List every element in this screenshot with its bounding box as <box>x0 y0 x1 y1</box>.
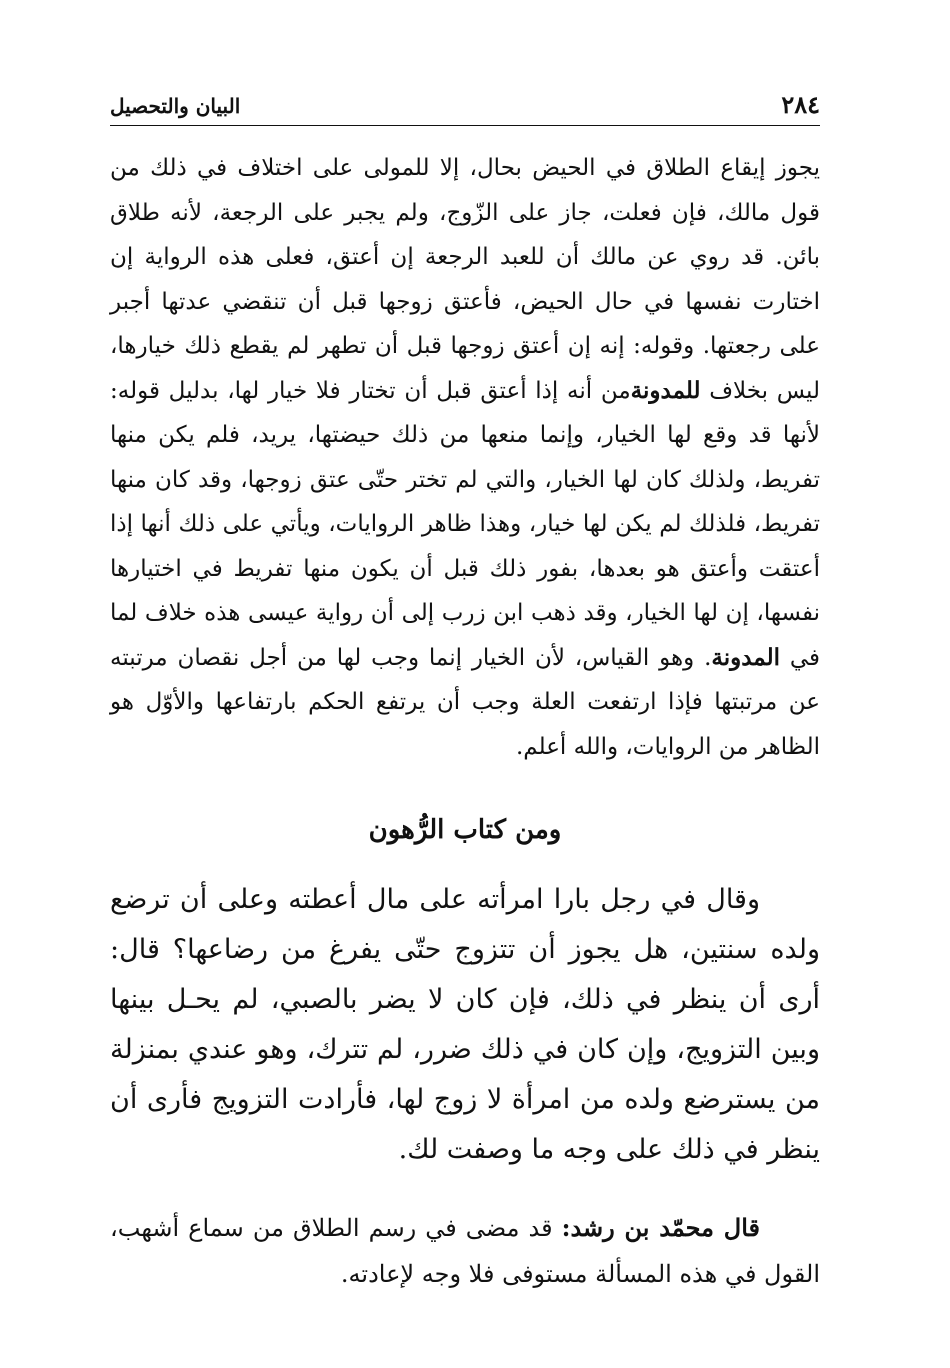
section-heading: ومن كتاب الرُّهون <box>368 815 562 845</box>
book-title: البيان والتحصيل <box>110 94 241 118</box>
paragraph-1-text-a: يجوز إيقاع الطلاق في الحيض بحال، إلا للمولى على اختلاف في ذلك من قول مالك، فإن فعلت، جاز على الزّوج، ولم يجبر على الرجعة، لأنه طلاق بائن. قد روي عن مالك أن للعبد الرجعة إن أعتق، فعلى هذه الرواية إن اختارت نفسها في حال الحيض، فأعتق زوجها قبل أن تنقضي عدتها أجبر على رجعتها. وقوله: إنه إن أعتق زوجها قبل أن تطهر لم يقطع ذلك خيارها، ليس بخلاف <box>110 155 820 404</box>
paragraph-1-text-c: . وهو القياس، لأن الخيار إنما وجب لها من أجل نقصان مرتبته عن مرتبتها فإذا ارتفعت العلة وجب أن يرتفع الحكم بارتفاعها والأوّل هو الظاهر من الروايات، والله أعلم. <box>110 644 820 760</box>
commentator-label: قال محمّد بن رشد: <box>561 1213 760 1242</box>
page-number: ٢٨٤ <box>781 90 820 119</box>
bold-term-mudawwana-1: للمدونة <box>630 376 701 404</box>
paragraph-1-text-b: من أنه إذا أعتق قبل أن تختار فلا خيار لها، بدليل قوله: لأنها قد وقع لها الخيار، وإنما منعها من ذلك حيضتها، يريد، فلم يكن منها تفريط، ولذلك كان لها الخيار، والتي لم تختر حتّى عتق زوجها، وقد كان منها تفريط، فلذلك لم يكن لها خيار، وهذا ظاهر الروايات، ويأتي على ذلك أنها إذا أعتقت وأعتق هو بعدها، بفور ذلك قبل أن يكون منها تفريط في اختيارها نفسها، إن لها الخيار، وقد ذهب ابن زرب إلى أن رواية عيسى هذه خلاف لما في <box>110 377 820 671</box>
paragraph-2: وقال في رجل بارا امرأته على مال أعطته وعلى أن ترضع ولده سنتين، هل يجوز أن تتزوج حتّى يفرغ من رضاعها؟ قال: أرى أن ينظر في ذلك، فإن كان لا يضر بالصبي، لم يحـل بينها وبين التزويج، وإن كان في ذلك ضرر، لم تترك، وهو عندي بمنزلة من يسترضع ولده من امرأة لا زوج لها، فأرادت التزويج فأرى أن ينظر في ذلك على وجه ما وصفت لك. <box>110 884 820 1165</box>
paragraph-1 <box>110 146 820 769</box>
bold-term-mudawwana-2: المدونة <box>711 643 780 671</box>
page <box>110 90 820 1297</box>
paragraph-3-text: قد مضى في رسم الطلاق من سماع أشهب، القول في هذه المسألة مستوفى فلا وجه لإعادته. <box>110 1214 820 1288</box>
paragraph-3 <box>110 1205 820 1297</box>
running-header <box>110 90 820 126</box>
